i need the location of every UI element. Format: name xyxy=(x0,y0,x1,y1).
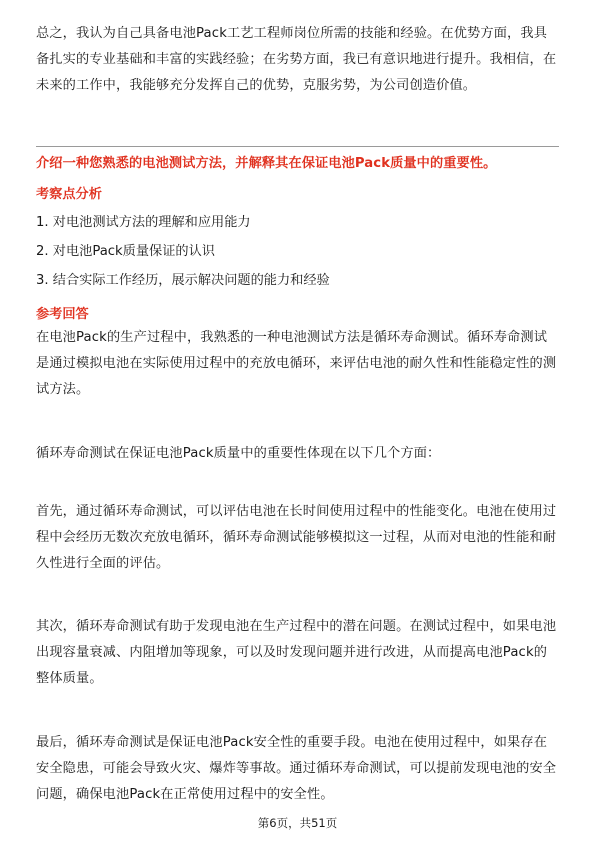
page-number-footer: 第6页，共51页 xyxy=(257,816,338,830)
answer-paragraph-block xyxy=(36,614,559,692)
analysis-point: 1. 对电池测试方法的理解和应用能力 xyxy=(36,215,251,230)
intro-paragraph: 总之，我认为自己具备电池Pack工艺工程师岗位所需的技能和经验。在优势方面，我具备扎实的专业基础和丰富的实践经验；在劣势方面，我已有意识地进行提升。我相信，在未来的工作中，我能够充分发挥自己的优势，克服劣势，为公司创造价值。 xyxy=(36,26,557,93)
answer-paragraph-block xyxy=(36,730,559,808)
answer-paragraph-block xyxy=(36,325,559,403)
analysis-point: 3. 结合实际工作经历，展示解决问题的能力和经验 xyxy=(36,273,330,288)
answer-paragraph: 循环寿命测试在保证电池Pack质量中的重要性体现在以下几个方面： xyxy=(36,446,441,461)
analysis-point: 2. 对电池Pack质量保证的认识 xyxy=(36,244,215,259)
answer-heading: 参考回答 xyxy=(36,307,89,322)
answer-paragraph: 其次，循环寿命测试有助于发现电池在生产过程中的潜在问题。在测试过程中，如果电池出现容量衰减、内阻增加等现象，可以及时发现问题并进行改进，从而提高电池Pack的整体质量。 xyxy=(36,619,557,686)
intro-paragraph-block xyxy=(36,21,559,99)
analysis-heading: 考察点分析 xyxy=(36,187,102,202)
answer-paragraph-block xyxy=(36,441,559,467)
answer-paragraph-block xyxy=(36,499,559,577)
question-heading: 介绍一种您熟悉的电池测试方法，并解释其在保证电池Pack质量中的重要性。 xyxy=(36,156,497,171)
answer-paragraph: 最后，循环寿命测试是保证电池Pack安全性的重要手段。电池在使用过程中，如果存在安全隐患，可能会导致火灾、爆炸等事故。通过循环寿命测试，可以提前发现电池的安全问题，确保电池Pack在正常使用过程中的安全性。 xyxy=(36,735,557,802)
analysis-points-list xyxy=(36,208,559,295)
answer-paragraph: 首先，通过循环寿命测试，可以评估电池在长时间使用过程中的性能变化。电池在使用过程中会经历无数次充放电循环，循环寿命测试能够模拟这一过程，从而对电池的性能和耐久性进行全面的评估。 xyxy=(36,504,557,571)
answer-paragraph: 在电池Pack的生产过程中，我熟悉的一种电池测试方法是循环寿命测试。循环寿命测试是通过模拟电池在实际使用过程中的充放电循环，来评估电池的耐久性和性能稳定性的测试方法。 xyxy=(36,330,557,397)
section-divider xyxy=(36,146,559,147)
